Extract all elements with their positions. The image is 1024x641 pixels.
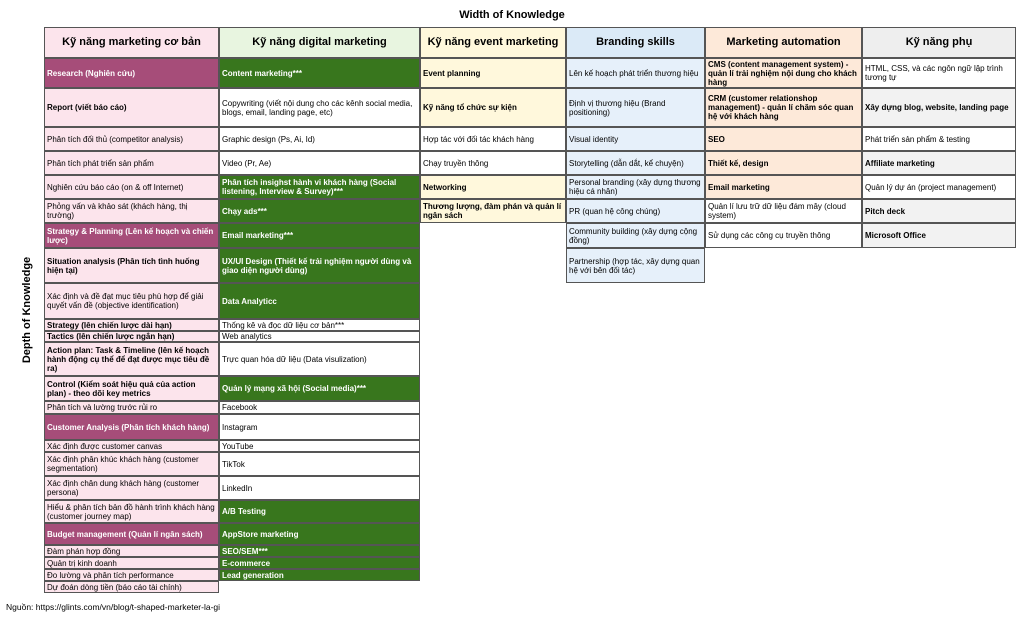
marketing-skill xyxy=(44,331,219,342)
branding-skill xyxy=(566,127,705,151)
branding-skill xyxy=(566,58,705,88)
digital-skill-label: AppStore marketing xyxy=(222,529,299,539)
digital-skill xyxy=(219,331,420,342)
automation-skill xyxy=(705,88,862,127)
marketing-skill-label: Xác định chân dung khách hàng (customer persona) xyxy=(47,479,200,497)
digital-skill xyxy=(219,440,420,452)
marketing-skill-label: Xác định được customer canvas xyxy=(47,441,163,451)
marketing-skill-label: Xác định phân khúc khách hàng (customer segmentation) xyxy=(47,455,199,473)
digital-skill xyxy=(219,151,420,175)
digital-skill-label: Lead generation xyxy=(222,570,284,580)
automation-skill-label: Quản lí lưu trữ dữ liệu đám mây (cloud system) xyxy=(708,202,846,220)
branding-skill xyxy=(566,175,705,199)
header-digital-label: Kỹ năng digital marketing xyxy=(252,36,387,48)
header-automation-label: Marketing automation xyxy=(726,36,841,48)
marketing-skill-label: Phỏng vấn và khảo sát (khách hàng, thị trường) xyxy=(47,202,188,220)
marketing-skill xyxy=(44,557,219,569)
marketing-skill xyxy=(44,58,219,88)
header-event-label: Kỹ năng event marketing xyxy=(427,36,559,48)
branding-skill-label: Community building (xây dựng cộng đồng) xyxy=(569,226,698,245)
digital-skill xyxy=(219,452,420,476)
header-marketing xyxy=(44,27,219,58)
marketing-skill-label: Đàm phán hợp đồng xyxy=(47,546,121,556)
marketing-skill-label: Situation analysis (Phân tích tình huống hiện tại) xyxy=(47,256,200,275)
branding-skill-label: PR (quan hệ công chúng) xyxy=(569,206,661,216)
digital-skill-label: Video (Pr, Ae) xyxy=(222,158,272,168)
digital-skill xyxy=(219,127,420,151)
marketing-skill xyxy=(44,440,219,452)
marketing-skill xyxy=(44,88,219,127)
branding-skill-label: Storytelling (dẫn dắt, kể chuyện) xyxy=(569,158,684,168)
digital-skill-label: Email marketing*** xyxy=(222,231,294,240)
marketing-skill-label: Strategy (lên chiến lược dài hạn) xyxy=(47,320,172,330)
automation-skill xyxy=(705,151,862,175)
secondary-skill xyxy=(862,151,1016,175)
event-skill-label: Chạy truyền thông xyxy=(423,158,489,168)
digital-skill-label: E-commerce xyxy=(222,558,271,568)
automation-skill xyxy=(705,127,862,151)
marketing-skill xyxy=(44,376,219,401)
marketing-skill xyxy=(44,223,219,248)
marketing-skill xyxy=(44,569,219,581)
digital-skill-label: YouTube xyxy=(222,441,254,451)
automation-skill-label: Email marketing xyxy=(708,182,770,192)
automation-skill-label: Thiết kế, design xyxy=(708,158,769,168)
digital-skill xyxy=(219,248,420,283)
branding-skill-label: Visual identity xyxy=(569,134,619,144)
marketing-skill-label: Strategy & Planning (Lên kế hoạch và chiến lược) xyxy=(47,226,214,245)
automation-skill-label: Sử dụng các công cụ truyền thông xyxy=(708,231,831,240)
secondary-skill-label: Quản lý dự án (project management) xyxy=(865,182,997,192)
event-skill-label: Event planning xyxy=(423,68,481,78)
automation-skill-label: CRM (customer relationshop management) - quản lí chăm sóc quan hệ với khách hàng xyxy=(708,94,854,121)
automation-skill xyxy=(705,223,862,248)
secondary-skill xyxy=(862,58,1016,88)
secondary-skill-label: Pitch deck xyxy=(865,206,906,216)
marketing-skill xyxy=(44,545,219,557)
digital-skill-label: TikTok xyxy=(222,459,245,469)
digital-skill-label: Data Analyticc xyxy=(222,296,277,306)
marketing-skill-label: Hiểu & phân tích bản đồ hành trình khách hàng (customer journey map) xyxy=(47,502,215,521)
secondary-skill xyxy=(862,223,1016,248)
automation-skill-label: SEO xyxy=(708,134,725,144)
secondary-skill xyxy=(862,199,1016,223)
source-note: Nguồn: https://glints.com/vn/blog/t-shaped-marketer-la-gi xyxy=(6,602,221,612)
branding-skill xyxy=(566,199,705,223)
digital-skill-label: Web analytics xyxy=(222,332,272,341)
header-branding-label: Branding skills xyxy=(596,36,675,48)
marketing-skill-label: Nghiên cứu báo cáo (on & off Internet) xyxy=(47,182,184,192)
digital-skill-label: Chạy ads*** xyxy=(222,206,267,216)
event-skill xyxy=(420,88,566,127)
digital-skill-label: Phân tích insighst hành vi khách hàng (Social listening, Interview & Survey)*** xyxy=(222,178,397,196)
event-skill xyxy=(420,127,566,151)
marketing-skill xyxy=(44,127,219,151)
event-skill xyxy=(420,199,566,223)
digital-skill xyxy=(219,223,420,248)
digital-skill-label: Content marketing*** xyxy=(222,68,303,78)
digital-skill xyxy=(219,342,420,376)
event-skill xyxy=(420,151,566,175)
digital-skill xyxy=(219,500,420,523)
digital-skill xyxy=(219,545,420,557)
marketing-skill xyxy=(44,523,219,545)
marketing-skill-label: Phân tích và lường trước rủi ro xyxy=(47,403,158,412)
header-digital xyxy=(219,27,420,58)
marketing-skill xyxy=(44,175,219,199)
branding-skill-label: Lên kế hoạch phát triển thương hiệu xyxy=(569,68,699,78)
marketing-skill-label: Phân tích đối thủ (competitor analysis) xyxy=(47,134,184,144)
marketing-skill xyxy=(44,414,219,440)
marketing-skill xyxy=(44,500,219,523)
secondary-skill-label: Affiliate marketing xyxy=(865,158,935,168)
marketing-skill-label: Report (viết báo cáo) xyxy=(47,103,127,112)
digital-skill xyxy=(219,58,420,88)
marketing-skill-label: Dự đoán dòng tiền (báo cáo tài chính) xyxy=(47,582,182,592)
marketing-skill-label: Tactics (lên chiến lược ngắn hạn) xyxy=(47,332,175,341)
digital-skill-label: SEO/SEM*** xyxy=(222,546,268,556)
marketing-skill xyxy=(44,342,219,376)
marketing-skill-label: Đo lường và phân tích performance xyxy=(47,570,174,580)
digital-skill-label: A/B Testing xyxy=(222,507,266,516)
marketing-skill xyxy=(44,401,219,414)
digital-skill xyxy=(219,283,420,319)
marketing-skill xyxy=(44,283,219,319)
digital-skill xyxy=(219,175,420,199)
header-phu-label: Kỹ năng phụ xyxy=(905,36,973,48)
digital-skill-label: UX/UI Design (Thiết kế trải nghiệm người dùng và giao diện người dùng) xyxy=(222,256,412,275)
digital-skill xyxy=(219,88,420,127)
digital-skill xyxy=(219,523,420,545)
digital-skill xyxy=(219,199,420,223)
header-marketing-label: Kỹ năng marketing cơ bản xyxy=(62,36,201,48)
branding-skill-label: Định vị thương hiệu (Brand positioning) xyxy=(569,98,666,117)
secondary-skill xyxy=(862,88,1016,127)
secondary-skill-label: Phát triển sản phẩm & testing xyxy=(865,134,970,144)
digital-skill xyxy=(219,376,420,401)
event-skill-label: Networking xyxy=(423,182,467,192)
marketing-skill xyxy=(44,319,219,331)
digital-skill-label: Graphic design (Ps, Ai, Id) xyxy=(222,134,315,144)
branding-skill xyxy=(566,248,705,283)
depth-of-knowledge-title: Depth of Knowledge xyxy=(21,256,33,364)
marketing-skill-label: Quản trị kinh doanh xyxy=(47,558,117,568)
automation-skill-label: CMS (content management system) - quản lí trải nghiệm nội dung cho khách hàng xyxy=(708,59,857,87)
marketing-skill xyxy=(44,151,219,175)
event-skill-label: Hợp tác với đối tác khách hàng xyxy=(423,134,534,144)
secondary-skill xyxy=(862,127,1016,151)
automation-skill xyxy=(705,58,862,88)
automation-skill xyxy=(705,199,862,223)
marketing-skill xyxy=(44,199,219,223)
digital-skill-label: LinkedIn xyxy=(222,483,253,493)
width-of-knowledge-title: Width of Knowledge xyxy=(459,9,565,21)
digital-skill-label: Thống kê và đọc dữ liệu cơ bản*** xyxy=(222,320,345,330)
branding-skill xyxy=(566,223,705,248)
branding-skill-label: Partnership (hợp tác, xây dựng quan hệ với bên đối tác) xyxy=(569,256,700,275)
branding-skill xyxy=(566,88,705,127)
secondary-skill-label: Microsoft Office xyxy=(865,231,926,240)
marketing-skill xyxy=(44,476,219,500)
digital-skill-label: Trực quan hóa dữ liệu (Data visulization) xyxy=(222,354,367,364)
digital-skill-label: Copywriting (viết nội dung cho các kênh social media, blogs, email, landing page, etc) xyxy=(222,98,413,117)
branding-skill xyxy=(566,151,705,175)
digital-skill-label: Quản lý mạng xã hội (Social media)*** xyxy=(222,384,367,393)
branding-skill-label: Personal branding (xây dựng thương hiệu cá nhân) xyxy=(569,178,701,196)
header-phu xyxy=(862,27,1016,58)
secondary-skill xyxy=(862,175,1016,199)
header-branding xyxy=(566,27,705,58)
marketing-skill-label: Phân tích phát triển sản phẩm xyxy=(47,158,154,168)
digital-skill-label: Facebook xyxy=(222,403,258,412)
marketing-skill xyxy=(44,452,219,476)
header-automation xyxy=(705,27,862,58)
digital-skill xyxy=(219,319,420,331)
marketing-skill-label: Action plan: Task & Timeline (lên kế hoạch hành động cụ thể để đạt được mục tiêu đề ra) xyxy=(47,345,210,373)
header-event xyxy=(420,27,566,58)
digital-skill-label: Instagram xyxy=(222,422,258,432)
digital-skill xyxy=(219,401,420,414)
event-skill-label: Thương lượng, đàm phán và quản lí ngân sách xyxy=(423,202,562,220)
digital-skill xyxy=(219,569,420,581)
secondary-skill-label: HTML, CSS, và các ngôn ngữ lập trình tương tự xyxy=(865,64,1003,82)
digital-skill xyxy=(219,557,420,569)
secondary-skill-label: Xây dựng blog, website, landing page xyxy=(865,103,1009,112)
event-skill xyxy=(420,175,566,199)
marketing-skill-label: Research (Nghiên cứu) xyxy=(47,68,136,78)
marketing-skill xyxy=(44,248,219,283)
marketing-skill-label: Control (Kiểm soát hiệu quả của action plan) - theo dõi key metrics xyxy=(47,379,196,398)
event-skill-label: Kỹ năng tổ chức sự kiện xyxy=(423,103,517,112)
marketing-skill-label: Customer Analysis (Phân tích khách hàng) xyxy=(47,422,210,432)
marketing-skill-label: Xác định và đề đạt mục tiêu phù hợp để giải quyết vấn đề (objective identification) xyxy=(47,292,204,310)
automation-skill xyxy=(705,175,862,199)
digital-skill xyxy=(219,414,420,440)
event-skill xyxy=(420,58,566,88)
marketing-skill-label: Budget management (Quản lí ngân sách) xyxy=(47,529,203,539)
digital-skill xyxy=(219,476,420,500)
marketing-skill xyxy=(44,581,219,593)
